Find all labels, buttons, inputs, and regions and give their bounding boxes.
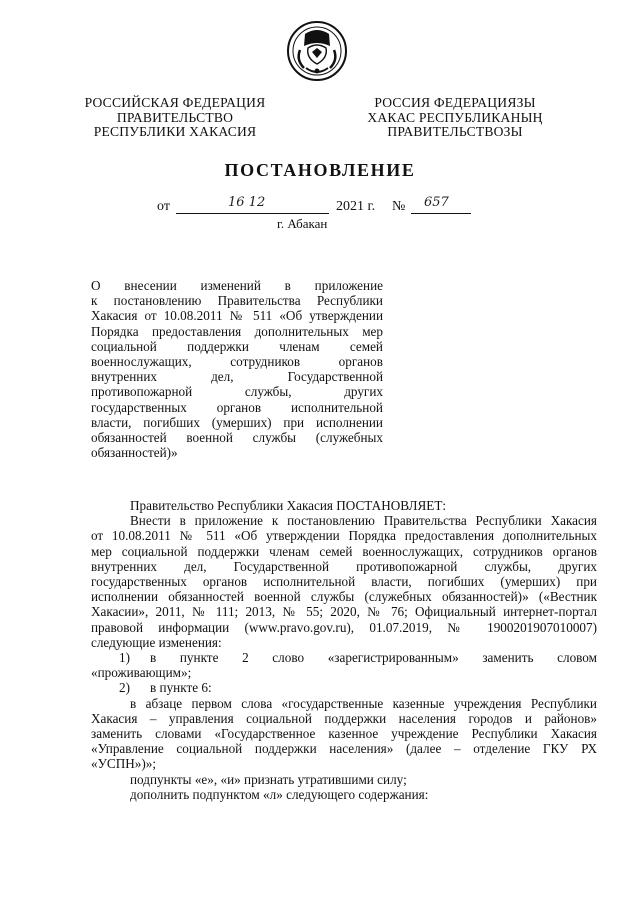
item-text: в пункте 6: (150, 680, 212, 696)
sub-paragraph: подпункты «е», «и» признать утратившими силу; (130, 771, 407, 787)
para-line: в абзаце первом слова «государственные казенные учреждения Республики (130, 695, 597, 711)
subject-line: государственных органов исполнительной (91, 399, 383, 415)
main-line: мер социальной поддержки членам семей военнослужащих, сотрудников органов (91, 543, 597, 559)
subject-line: внутренних дел, Государственной (91, 369, 383, 385)
date-prefix: от (157, 199, 170, 214)
para-line: Хакасия – управления социальной поддержки населения городов и районов» (91, 710, 597, 726)
main-line: от 10.08.2011 № 511 «Об утверждении Порядка предоставления дополнительных (91, 528, 597, 544)
subject-line: социальной поддержки членам семей (91, 338, 383, 354)
subject-line: О внесении изменений в приложение (91, 278, 383, 293)
document-body (91, 498, 597, 802)
sub-paragraph: дополнить подпунктом «л» следующего содержания: (130, 786, 429, 802)
header-left-line: РОССИЙСКАЯ ФЕДЕРАЦИЯ (84, 95, 266, 110)
number-sign: № (392, 199, 406, 214)
header-left-line: РЕСПУБЛИКИ ХАКАСИЯ (93, 124, 257, 140)
item-text: в пункте 2 слово «зарегистрированным» заменить словом (150, 650, 597, 666)
header-right-line: РОССИЯ ФЕДЕРАЦИЯЗЫ (374, 95, 536, 110)
intro-paragraph: Правительство Республики Хакасия ПОСТАНОВЛЯЕТ: (130, 498, 447, 513)
number-underline (411, 213, 471, 214)
item-number: 2) (119, 680, 130, 696)
item-number: 1) (119, 650, 130, 666)
subject-block (91, 278, 383, 460)
header-right-line: ПРАВИТЕЛЬСТВОЗЫ (387, 124, 523, 140)
header-right-block (360, 96, 550, 140)
para-line: «УСПН»)»; (91, 756, 157, 772)
header-left-line: ПРАВИТЕЛЬСТВО (116, 109, 234, 125)
main-line: внутренних дел, Государственной противопожарной службы, других (91, 558, 597, 574)
para-line: заменить словами «Государственное казенное учреждение Республики Хакасия (91, 726, 597, 742)
main-line: Хакасии», 2011, № 111; 2013, № 55; 2020, № 76; Официальный интернет-портал (91, 604, 597, 620)
para-line: «Управление социальной поддержки населения» (далее – отделение ГКУ РХ (91, 741, 597, 757)
list-item (91, 650, 597, 665)
main-line: государственных органов исполнительной власти, погибших (умерших) при (91, 574, 597, 590)
subject-line: обязанностей)» (91, 445, 178, 461)
handwritten-number: 657 (424, 195, 449, 210)
handwritten-date: 16 12 (228, 195, 266, 210)
header-left-block (80, 96, 270, 140)
subject-line: Порядка предоставления дополнительных мер (91, 323, 383, 339)
subject-line: военнослужащих, сотрудников органов (91, 354, 383, 370)
subject-line: Хакасия от 10.08.2011 № 511 «Об утверждении (91, 308, 383, 324)
coat-of-arms-emblem (286, 20, 348, 82)
main-line: следующие изменения: (91, 634, 222, 650)
city-label: г. Абакан (277, 216, 328, 231)
date-year: 2021 г. (336, 199, 376, 214)
subject-line: власти, погибших (умерших) при исполнении (91, 414, 383, 430)
subject-line: обязанностей военной службы (служебных (91, 430, 383, 446)
document-title: ПОСТАНОВЛЕНИЕ (224, 160, 416, 180)
main-line: правовой информации (www.pravo.gov.ru), 01.07.2019, № 1900201907010007) (91, 619, 597, 635)
main-line: исполнении обязанностей военной службы (служебных обязанностей)» («Вестник (91, 589, 597, 605)
list-item (91, 680, 597, 695)
item-continuation: «проживающим»; (91, 665, 192, 681)
subject-line: к постановлению Правительства Республики (91, 293, 383, 309)
date-underline (176, 213, 329, 214)
header-right-line: ХАКАС РЕСПУБЛИКАНЫҢ (367, 109, 543, 125)
subject-line: противопожарной службы, других (91, 384, 383, 400)
main-line: Внести в приложение к постановлению Правительства Республики Хакасия (130, 513, 597, 529)
